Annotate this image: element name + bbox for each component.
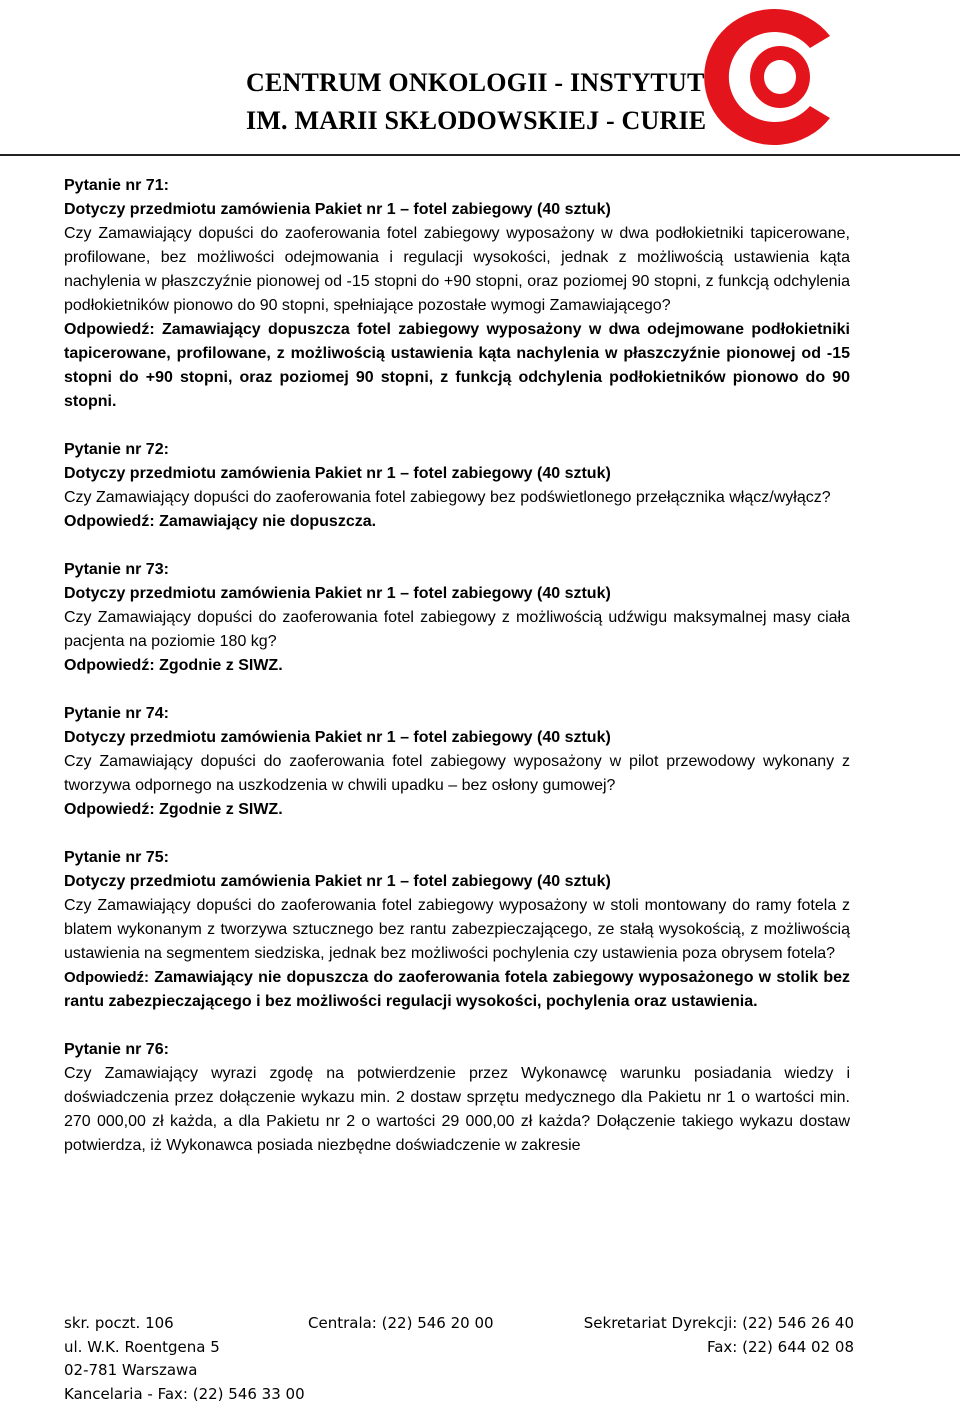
answer-text (64, 966, 850, 1014)
footer-street: ul. W.K. Roentgena 5 (64, 1336, 220, 1360)
answer-text: Odpowiedź: Zgodnie z SIWZ. (64, 654, 850, 678)
question-subject: Dotyczy przedmiotu zamówienia Pakiet nr 1 – fotel zabiegowy (40 sztuk) (64, 726, 850, 750)
footer-office-fax: Kancelaria - Fax: (22) 546 33 00 (64, 1383, 305, 1406)
letterhead (0, 0, 960, 160)
question-text: Czy Zamawiający dopuści do zaoferowania fotel zabiegowy z możliwością udźwigu maksymalnej masy ciała pacjenta na poziomie 180 kg? (64, 606, 850, 654)
question-text: Czy Zamawiający dopuści do zaoferowania fotel zabiegowy wyposażony w pilot przewodowy wykonany z tworzywa odpornego na uszkodzenia w chwili upadku – bez osłony gumowej? (64, 750, 850, 798)
question-title: Pytanie nr 71: (64, 174, 850, 198)
question-title: Pytanie nr 73: (64, 558, 850, 582)
question-text: Czy Zamawiający dopuści do zaoferowania fotel zabiegowy wyposażony w dwa podłokietniki tapicerowane, profilowane, bez możliwości odejmowania i regulacji wysokości, jednak z możliwością ustawienia kąta nachylenia w płaszczyźnie pionowej od -15 stopni do +90 stopni, oraz poziomej 90 stopni, z funkcją odchylenia podłokietników pionowo do 90 stopni, spełniające pozostałe wymogi Zamawiającego? (64, 222, 850, 318)
answer-label: Odpowiedź: (64, 969, 149, 986)
page-footer (64, 1312, 854, 1406)
question-74 (64, 702, 850, 822)
answer-text: Odpowiedź: Zamawiający dopuszcza fotel zabiegowy wyposażony w dwa odejmowane podłokietniki tapicerowane, profilowane, z możliwością ustawienia kąta nachylenia w płaszczyźnie pionowej od -15 stopni do +90 stopni, oraz poziomej 90 stopni, z funkcją odchylenia podłokietników pionowo do 90 stopni. (64, 318, 850, 414)
question-subject: Dotyczy przedmiotu zamówienia Pakiet nr 1 – fotel zabiegowy (40 sztuk) (64, 198, 850, 222)
question-text: Czy Zamawiający dopuści do zaoferowania fotel zabiegowy wyposażony w stoli montowany do ramy fotela z blatem wykonanym z tworzywa sztucznego bez rantu zabezpieczającego, ze stałą wysokością, z możliwością ustawienia na segmentem siedziska, jednak bez możliwości pochylenia czy ustawienia poza obrysem fotela? (64, 894, 850, 966)
question-subject: Dotyczy przedmiotu zamówienia Pakiet nr 1 – fotel zabiegowy (40 sztuk) (64, 870, 850, 894)
question-subject: Dotyczy przedmiotu zamówienia Pakiet nr 1 – fotel zabiegowy (40 sztuk) (64, 462, 850, 486)
question-76 (64, 1038, 850, 1158)
answer-text: Odpowiedź: Zgodnie z SIWZ. (64, 798, 850, 822)
question-title: Pytanie nr 75: (64, 846, 850, 870)
document-body (64, 174, 850, 1182)
answer-text: Odpowiedź: Zamawiający nie dopuszcza. (64, 510, 850, 534)
footer-city: 02-781 Warszawa (64, 1359, 197, 1383)
question-title: Pytanie nr 72: (64, 438, 850, 462)
question-71 (64, 174, 850, 414)
footer-secretariat-phone: Sekretariat Dyrekcji: (22) 546 26 40 (584, 1312, 854, 1336)
header-divider (0, 154, 960, 156)
institution-name-line2: IM. MARII SKŁODOWSKIEJ - CURIE (246, 106, 706, 136)
question-subject: Dotyczy przedmiotu zamówienia Pakiet nr 1 – fotel zabiegowy (40 sztuk) (64, 582, 850, 606)
footer-postal-box: skr. poczt. 106 (64, 1312, 174, 1336)
question-title: Pytanie nr 74: (64, 702, 850, 726)
question-72 (64, 438, 850, 534)
question-text: Czy Zamawiający wyrazi zgodę na potwierdzenie przez Wykonawcę warunku posiadania wiedzy i doświadczenia przez dołączenie wykazu min. 2 dostaw sprzętu medycznego dla Pakietu nr 1 o wartości min. 270 000,00 zł każda, a dla Pakietu nr 2 o wartości 29 000,00 zł każda? Dołączenie takiego wykazu dostaw potwierdza, iż Wykonawca posiada niezbędne doświadczenie w zakresie (64, 1062, 850, 1158)
question-75 (64, 846, 850, 1014)
institution-logo-icon (702, 2, 858, 152)
question-text: Czy Zamawiający dopuści do zaoferowania fotel zabiegowy bez podświetlonego przełącznika włącz/wyłącz? (64, 486, 850, 510)
footer-fax: Fax: (22) 644 02 08 (707, 1336, 854, 1360)
question-73 (64, 558, 850, 678)
institution-name-line1: CENTRUM ONKOLOGII - INSTYTUT (246, 68, 705, 98)
footer-central-phone: Centrala: (22) 546 20 00 (308, 1312, 494, 1336)
question-title: Pytanie nr 76: (64, 1038, 850, 1062)
answer-body: Zamawiający nie dopuszcza do zaoferowania fotela zabiegowy wyposażonego w stolik bez rantu zabezpieczającego i bez możliwości regulacji wysokości, pochylenia oraz ustawienia. (64, 969, 850, 1010)
